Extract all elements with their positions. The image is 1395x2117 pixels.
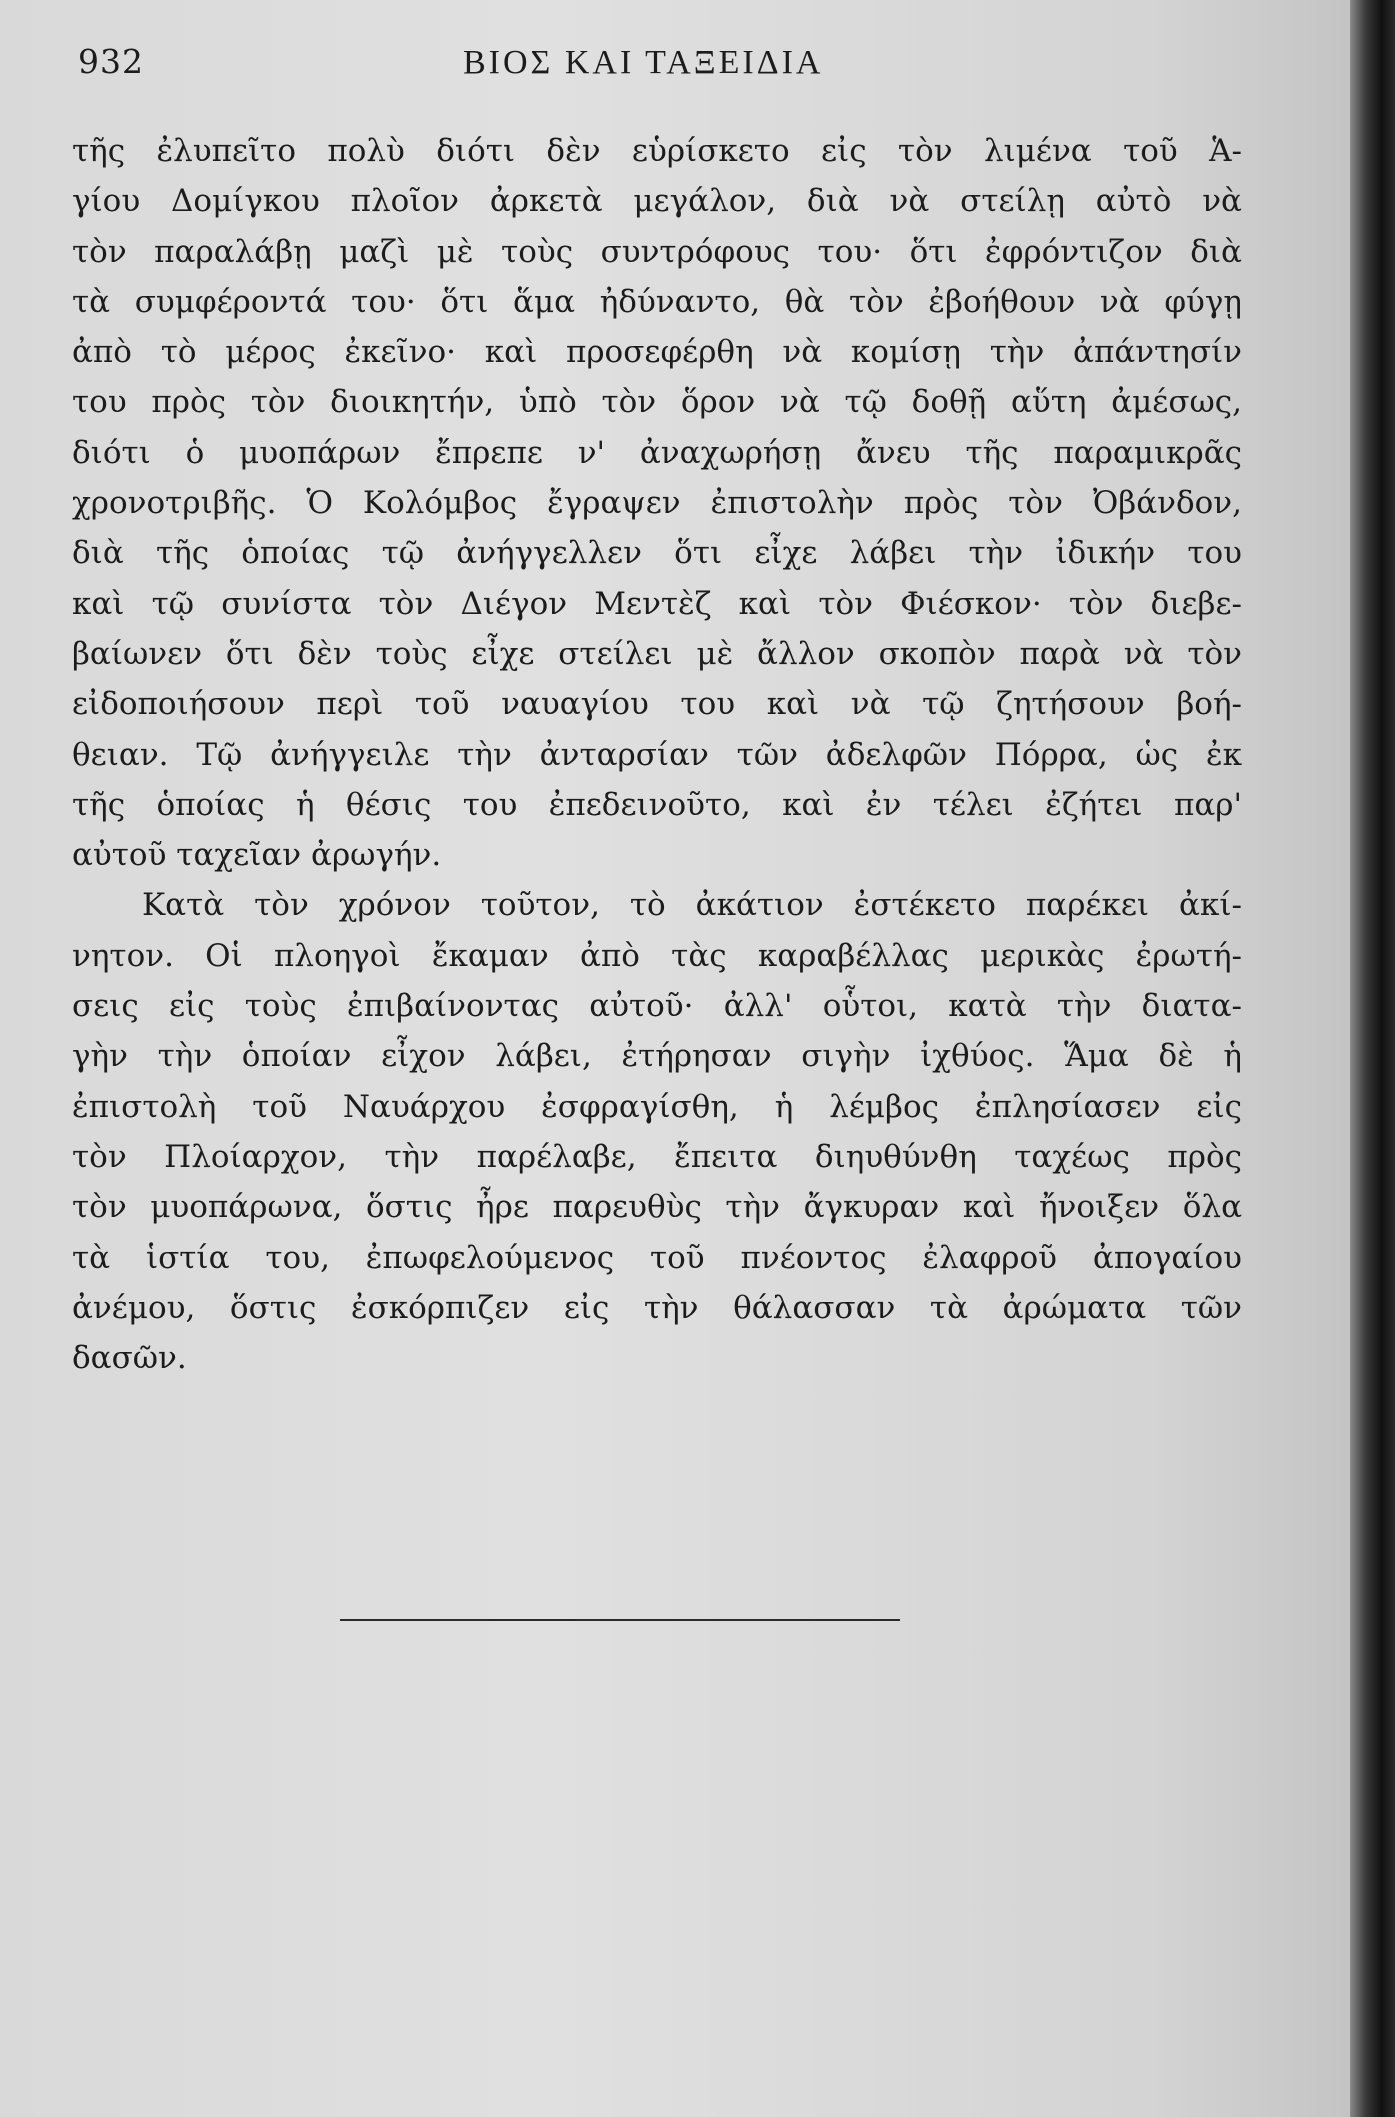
text-line: τῆς ὁποίας ἡ θέσις του ἐπεδεινοῦτο, καὶ ἐν τέλει ἐζήτει παρ' (72, 786, 1242, 823)
text-line: Κατὰ τὸν χρόνον τοῦτον, τὸ ἀκάτιον ἐστέκετο παρέκει ἀκί- (142, 887, 1242, 924)
text-line: τὰ συμφέροντά του· ὅτι ἅμα ἠδύναντο, θὰ τὸν ἐβοήθουν νὰ φύγῃ (72, 283, 1242, 320)
text-line: νητον. Οἱ πλοηγοὶ ἔκαμαν ἀπὸ τὰς καραβέλλας μερικὰς ἐρωτή- (72, 937, 1242, 974)
text-line: γὴν τὴν ὁποίαν εἶχον λάβει, ἐτήρησαν σιγὴν ἰχθύος. Ἅμα δὲ ἡ (72, 1038, 1242, 1075)
book-spine-shadow (1350, 0, 1395, 2117)
text-line: διότι ὁ μυοπάρων ἔπρεπε ν' ἀναχωρήσῃ ἄνευ τῆς παραμικρᾶς (72, 434, 1242, 471)
page-header (78, 42, 1258, 92)
text-line: εἰδοποιήσουν περὶ τοῦ ναυαγίου του καὶ νὰ τῷ ζητήσουν βοή- (72, 686, 1242, 723)
text-line: τὸν μυοπάρωνα, ὅστις ἦρε παρευθὺς τὴν ἄγκυραν καὶ ἤνοιξεν ὅλα (72, 1189, 1242, 1226)
text-line: τὰ ἱστία του, ἐπωφελούμενος τοῦ πνέοντος ἐλαφροῦ ἀπογαίου (72, 1239, 1242, 1276)
text-line: διὰ τῆς ὁποίας τῷ ἀνήγγελλεν ὅτι εἶχε λάβει τὴν ἰδικήν του (72, 535, 1242, 572)
text-line: τὸν Πλοίαρχον, τὴν παρέλαβε, ἔπειτα διηυθύνθη ταχέως πρὸς (72, 1138, 1242, 1175)
section-divider (340, 1619, 900, 1621)
text-line: ἀνέμου, ὅστις ἐσκόρπιζεν εἰς τὴν θάλασσαν τὰ ἀρώματα τῶν (72, 1289, 1242, 1326)
text-line: ἀπὸ τὸ μέρος ἐκεῖνο· καὶ προσεφέρθη νὰ κομίσῃ τὴν ἀπάντησίν (72, 334, 1242, 371)
text-line: τὸν παραλάβῃ μαζὶ μὲ τοὺς συντρόφους του· ὅτι ἐφρόντιζον διὰ (72, 233, 1242, 270)
text-line: σεις εἰς τοὺς ἐπιβαίνοντας αὐτοῦ· ἀλλ' οὗτοι, κατὰ τὴν διατα- (72, 988, 1242, 1025)
text-line: γίου Δομίγκου πλοῖον ἀρκετὰ μεγάλον, διὰ νὰ στείλῃ αὐτὸ νὰ (72, 183, 1242, 220)
text-line: ἐπιστολὴ τοῦ Ναυάρχου ἐσφραγίσθη, ἡ λέμβος ἐπλησίασεν εἰς (72, 1088, 1242, 1125)
page-number: 932 (78, 42, 144, 81)
text-line: χρονοτριβῆς. Ὁ Κολόμβος ἔγραψεν ἐπιστολὴν πρὸς τὸν Ὀβάνδον, (72, 485, 1242, 522)
text-line: του πρὸς τὸν διοικητήν, ὑπὸ τὸν ὅρον νὰ τῷ δοθῇ αὕτη ἀμέσως, (72, 384, 1242, 421)
body-text (72, 126, 1242, 1383)
text-line: θειαν. Τῷ ἀνήγγειλε τὴν ἀνταρσίαν τῶν ἀδελφῶν Πόρρα, ὡς ἐκ (72, 736, 1242, 773)
text-line: δασῶν. (72, 1340, 187, 1377)
text-line: τῆς ἐλυπεῖτο πολὺ διότι δὲν εὑρίσκετο εἰς τὸν λιμένα τοῦ Ἁ- (72, 133, 1242, 169)
text-line: καὶ τῷ συνίστα τὸν Διέγον Μεντὲζ καὶ τὸν Φιέσκον· τὸν διεβε- (72, 585, 1242, 622)
text-line: αὐτοῦ ταχεῖαν ἀρωγήν. (72, 837, 442, 874)
running-title: ΒΙΟΣ ΚΑΙ ΤΑΞΕΙΔΙΑ (463, 44, 824, 81)
text-line: βαίωνεν ὅτι δὲν τοὺς εἶχε στείλει μὲ ἄλλον σκοπὸν παρὰ νὰ τὸν (72, 635, 1242, 672)
